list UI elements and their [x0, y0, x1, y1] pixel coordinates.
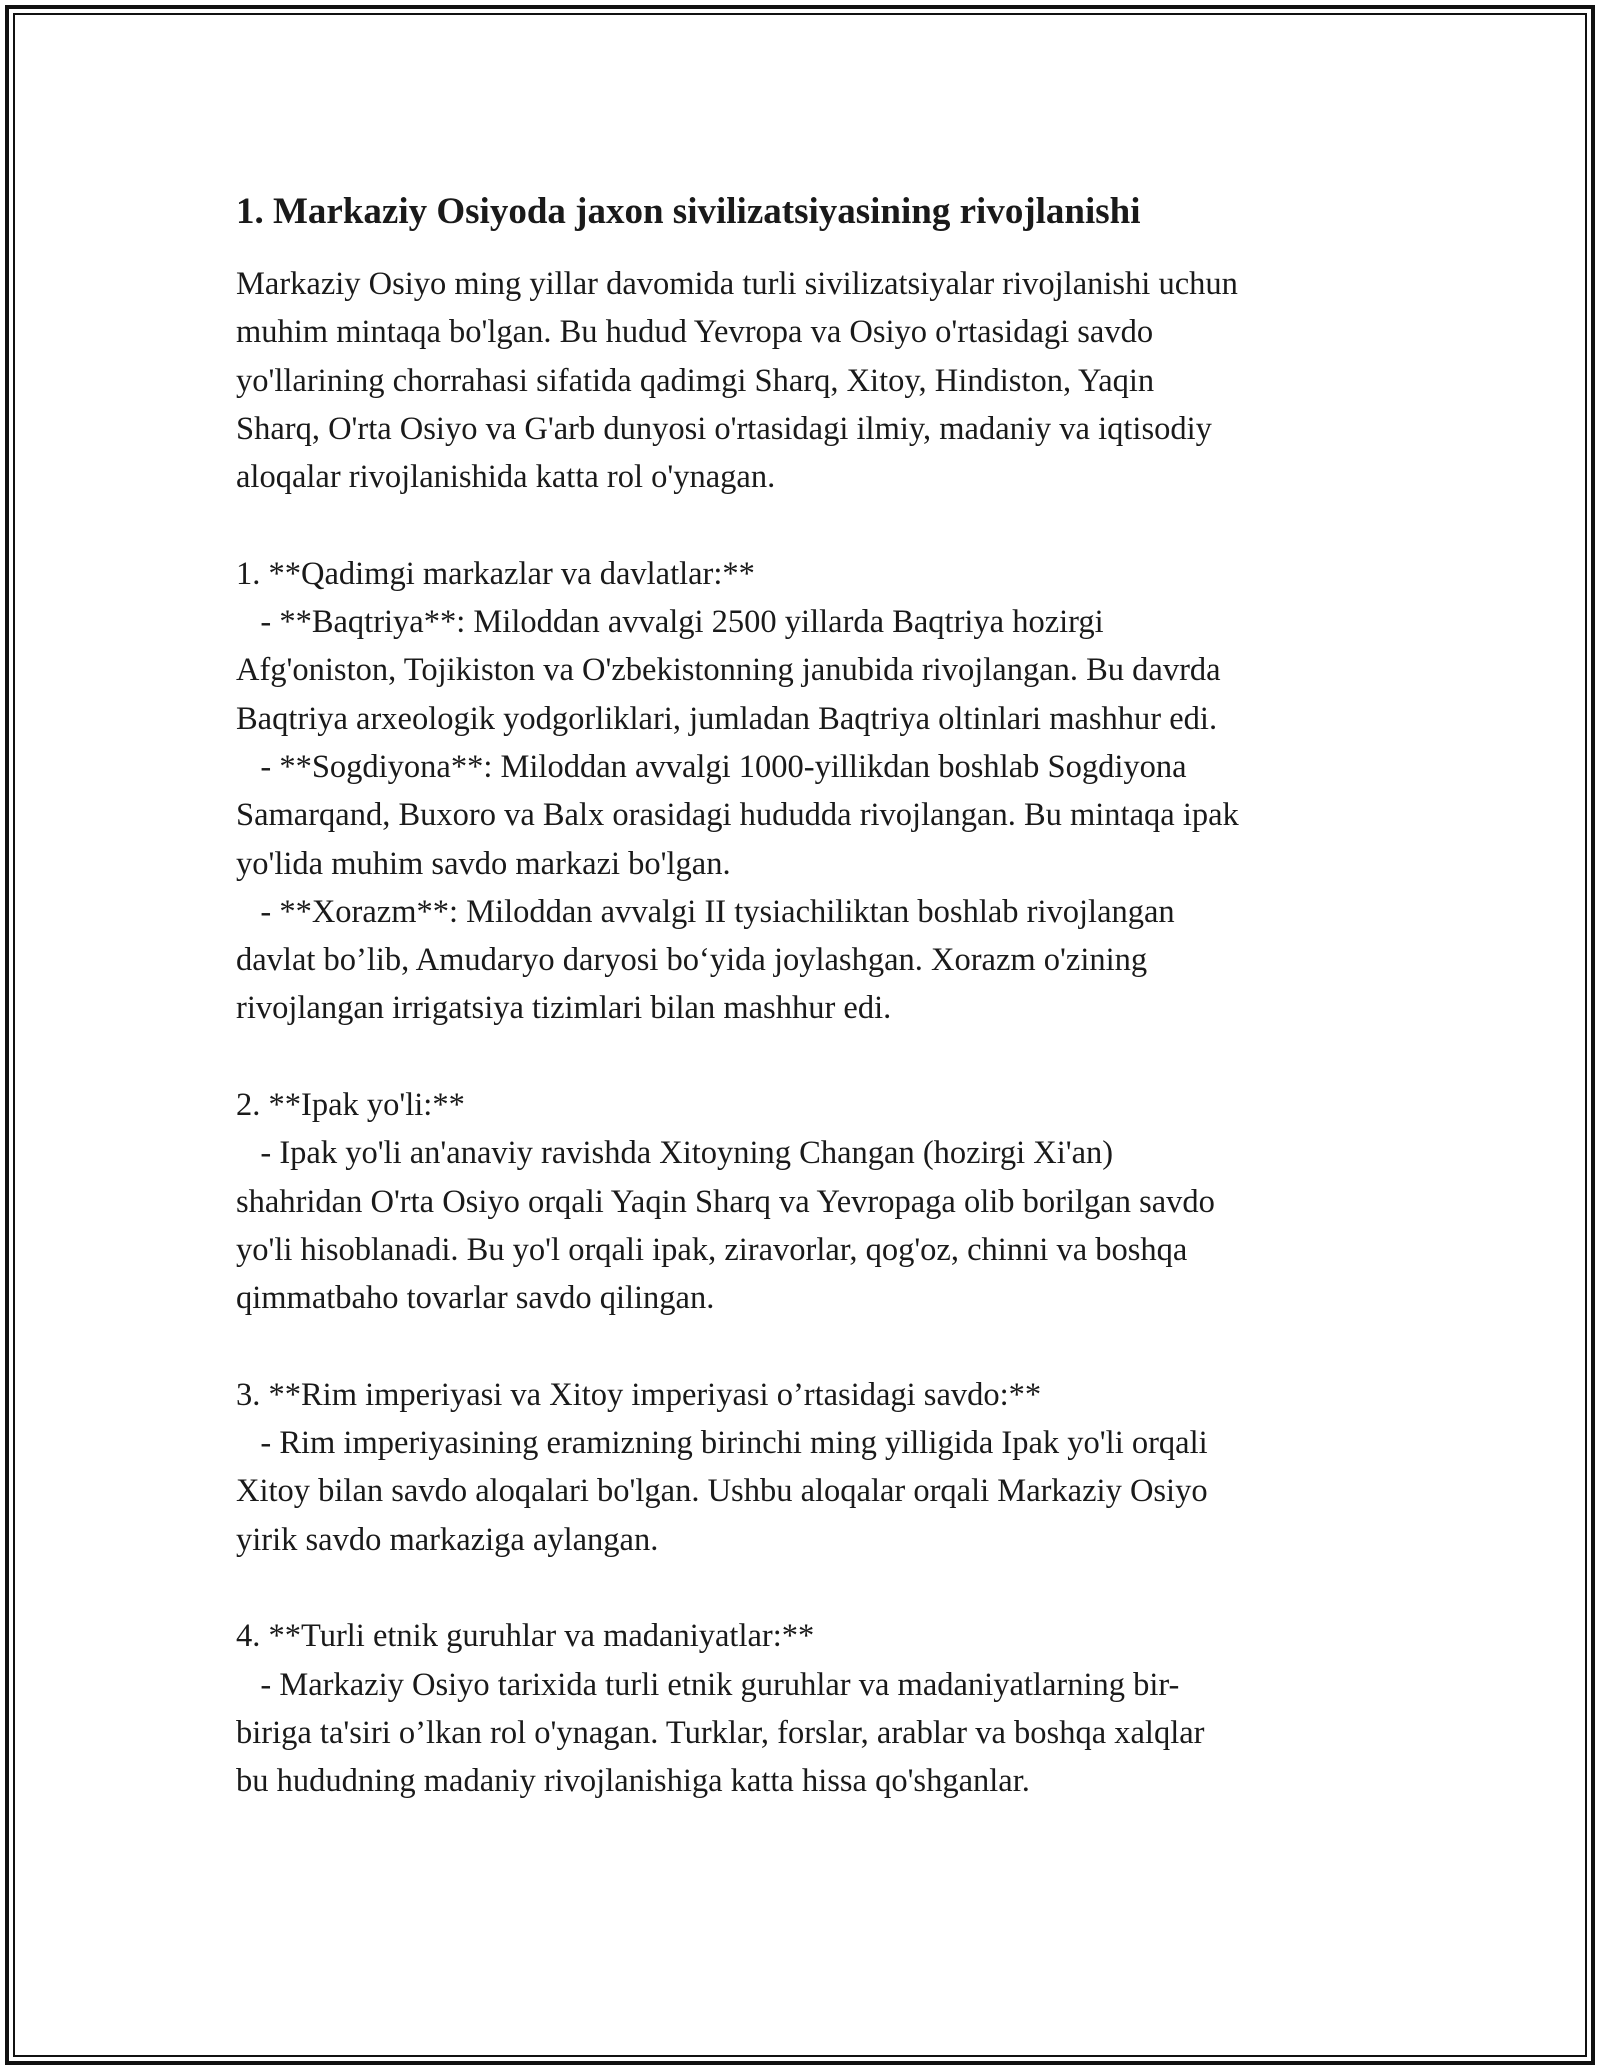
text-line: - Markaziy Osiyo tarixida turli etnik guruhlar va madaniyatlarning bir-: [236, 1666, 1180, 1703]
text-line: Xitoy bilan savdo aloqalari bo'lgan. Ushbu aloqalar orqali Markaziy Osiyo: [236, 1473, 1208, 1510]
document-body: [236, 260, 1376, 1806]
blank-line: [236, 1564, 1376, 1612]
text-line: yirik savdo markaziga aylangan.: [236, 1521, 659, 1558]
text-line: yo'lida muhim savdo markazi bo'lgan.: [236, 845, 731, 882]
text-line: yo'li hisoblanadi. Bu yo'l orqali ipak, ziravorlar, qog'oz, chinni va boshqa: [236, 1231, 1188, 1268]
text-line: - **Baqtriya**: Miloddan avvalgi 2500 yillarda Baqtriya hozirgi: [236, 604, 1104, 641]
text-line: aloqalar rivojlanishida katta rol o'ynagan.: [236, 459, 776, 496]
blank-line: [236, 501, 1376, 549]
blank-line: [236, 1033, 1376, 1081]
text-line: Baqtriya arxeologik yodgorliklari, jumladan Baqtriya oltinlari mashhur edi.: [236, 700, 1218, 737]
text-line: Afg'oniston, Tojikiston va O'zbekistonning janubida rivojlangan. Bu davrda: [236, 652, 1221, 689]
document-title: 1. Markaziy Osiyoda jaxon sivilizatsiyasining rivojlanishi: [236, 191, 1141, 232]
text-line: 1. **Qadimgi markazlar va davlatlar:**: [236, 555, 755, 592]
text-line: - Ipak yo'li an'anaviy ravishda Xitoyning Changan (hozirgi Xi'an): [236, 1135, 1114, 1172]
text-line: - Rim imperiyasining eramizning birinchi ming yilligida Ipak yo'li orqali: [236, 1425, 1208, 1462]
text-line: davlat bo’lib, Amudaryo daryosi bo‘yida joylashgan. Xorazm o'zining: [236, 942, 1148, 979]
text-line: 2. **Ipak yo'li:**: [236, 1087, 465, 1124]
text-line: qimmatbaho tovarlar savdo qilingan.: [236, 1280, 715, 1317]
text-line: Sharq, O'rta Osiyo va G'arb dunyosi o'rtasidagi ilmiy, madaniy va iqtisodiy: [236, 410, 1212, 447]
text-line: Samarqand, Buxoro va Balx orasidagi hududda rivojlangan. Bu mintaqa ipak: [236, 797, 1239, 834]
text-line: muhim mintaqa bo'lgan. Bu hudud Yevropa va Osiyo o'rtasidagi savdo: [236, 314, 1154, 351]
document-content: [236, 188, 1376, 1806]
text-line: Markaziy Osiyo ming yillar davomida turli sivilizatsiyalar rivojlanishi uchun: [236, 266, 1238, 302]
text-line: biriga ta'siri o’lkan rol o'ynagan. Turklar, forslar, arablar va boshqa xalqlar: [236, 1714, 1205, 1751]
text-line: bu hududning madaniy rivojlanishiga katta hissa qo'shganlar.: [236, 1763, 1030, 1800]
text-line: yo'llarining chorrahasi sifatida qadimgi Sharq, Xitoy, Hindiston, Yaqin: [236, 362, 1155, 399]
text-line: 4. **Turli etnik guruhlar va madaniyatlar:**: [236, 1618, 815, 1655]
text-line: rivojlangan irrigatsiya tizimlari bilan mashhur edi.: [236, 990, 892, 1027]
text-line: 3. **Rim imperiyasi va Xitoy imperiyasi o’rtasidagi savdo:**: [236, 1376, 1042, 1413]
blank-line: [236, 1323, 1376, 1371]
text-line: - **Sogdiyona**: Miloddan avvalgi 1000-yillikdan boshlab Sogdiyona: [236, 748, 1187, 785]
text-line: shahridan O'rta Osiyo orqali Yaqin Sharq va Yevropaga olib borilgan savdo: [236, 1183, 1215, 1220]
text-line: - **Xorazm**: Miloddan avvalgi II tysiachiliktan boshlab rivojlangan: [236, 893, 1175, 930]
